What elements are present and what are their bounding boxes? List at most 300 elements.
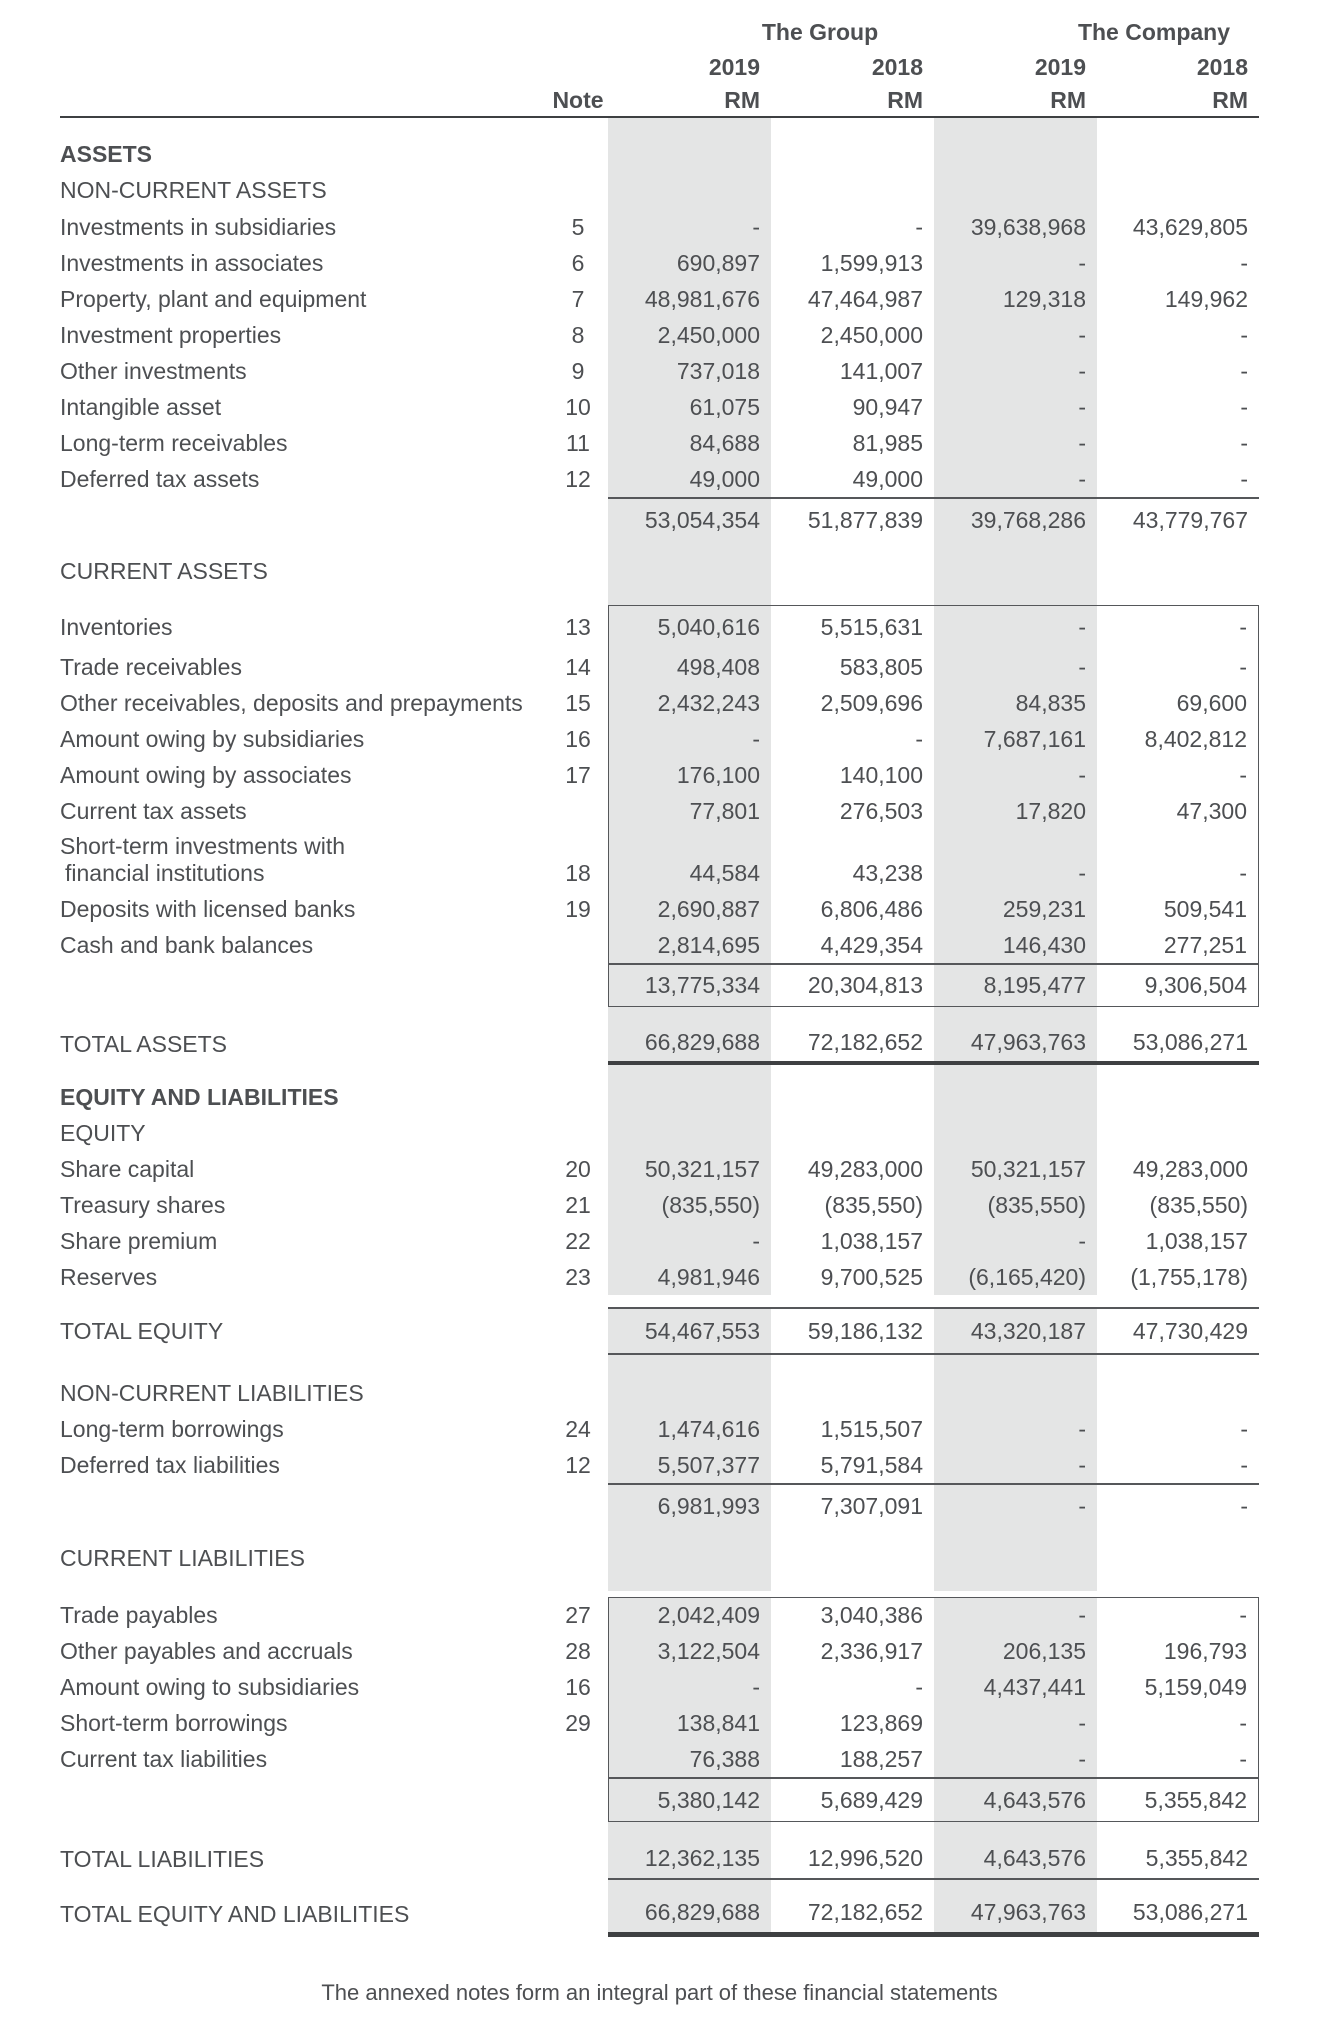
amount-group-2019: 1,474,616 [608, 1411, 771, 1447]
amount-company-2019: - [934, 461, 1097, 497]
note-value: 7 [571, 285, 585, 312]
note-value: 5 [571, 213, 585, 240]
line-item-row [60, 317, 1259, 353]
amount-group-2018: 140,100 [839, 761, 923, 788]
item-label-line: Short-term investments with [60, 833, 346, 859]
item-label: Investment properties [60, 321, 282, 348]
amount-group-2018 [771, 1115, 934, 1151]
amount-company-2018: 5,355,842 [1097, 1838, 1259, 1880]
amount-group-2018: (835,550) [824, 1191, 923, 1218]
amount-company-2018: (835,550) [1149, 1191, 1248, 1218]
footer-note: The annexed notes form an integral part of these financial statements [321, 1980, 998, 2005]
spacer-row [60, 1880, 1259, 1892]
amount-group-2018: 276,503 [839, 797, 923, 824]
note-value: 15 [565, 689, 591, 716]
section-header-row [60, 553, 1259, 589]
amount-group-2019 [608, 1007, 771, 1023]
note-value: 9 [571, 357, 585, 384]
total-label: TOTAL ASSETS [60, 1030, 228, 1057]
amount-group-2019 [608, 136, 771, 172]
note-value: 6 [571, 249, 585, 276]
amount-company-2018: - [1240, 249, 1248, 276]
amount-group-2018: 5,791,584 [820, 1451, 923, 1478]
item-label: Short-term borrowings [60, 1709, 288, 1736]
amount-group-2018: - [915, 1673, 923, 1700]
amount-group-2018: 7,307,091 [771, 1483, 934, 1527]
line-item-row [60, 425, 1259, 461]
amount-group-2019: 53,054,354 [608, 497, 771, 541]
item-label: Current tax liabilities [60, 1745, 268, 1772]
amount-company-2019 [934, 553, 1097, 589]
spacer-row [60, 1065, 1259, 1079]
amount-group-2019: 66,829,688 [608, 1023, 771, 1065]
amount-company-2019: - [934, 1741, 1097, 1777]
line-item-row [60, 721, 1259, 757]
line-item-row [60, 389, 1259, 425]
amount-company-2019: 4,643,576 [934, 1838, 1097, 1880]
amount-company-2018: - [1097, 829, 1259, 891]
amount-company-2018: - [1097, 1597, 1259, 1633]
amount-group-2018 [771, 589, 934, 605]
amount-company-2019: 259,231 [934, 891, 1097, 927]
amount-company-2019: - [934, 1447, 1097, 1483]
amount-company-2018: - [1240, 393, 1248, 420]
amount-company-2018: - [1240, 465, 1248, 492]
amount-group-2018: - [915, 725, 923, 752]
subtotal-row [60, 963, 1259, 1007]
amount-group-2018: 2,336,917 [820, 1637, 923, 1664]
line-item-row [60, 1705, 1259, 1741]
amount-group-2018: 2,509,696 [820, 689, 923, 716]
group-2018-currency-header: RM [887, 87, 923, 113]
item-label: Other payables and accruals [60, 1637, 353, 1664]
item-label: Long-term borrowings [60, 1415, 284, 1442]
amount-group-2019: (835,550) [608, 1187, 771, 1223]
amount-group-2018: 12,996,520 [771, 1838, 934, 1880]
total-label: TOTAL EQUITY AND LIABILITIES [60, 1901, 410, 1927]
amount-company-2018: 53,086,271 [1097, 1892, 1259, 1937]
amount-group-2018: 1,599,913 [820, 249, 923, 276]
line-item-row [60, 1591, 1259, 1633]
amount-company-2019: - [934, 245, 1097, 281]
amount-group-2019: 13,775,334 [608, 963, 771, 1007]
amount-company-2018 [1097, 1527, 1259, 1540]
amount-group-2019 [608, 1355, 771, 1375]
amount-company-2019 [934, 136, 1097, 172]
amount-company-2018 [1097, 1355, 1259, 1375]
amount-company-2019 [934, 118, 1097, 136]
company-column-header: The Company [1077, 18, 1231, 45]
amount-company-2018: 69,600 [1097, 685, 1259, 721]
subtotal-row [60, 497, 1259, 541]
note-value: 23 [565, 1263, 591, 1290]
amount-group-2019 [608, 1540, 771, 1576]
line-item-row [60, 829, 1259, 891]
note-value: 22 [565, 1227, 591, 1254]
amount-company-2018: - [1097, 1483, 1259, 1527]
amount-company-2019: - [934, 605, 1097, 649]
amount-company-2019 [934, 1540, 1097, 1576]
statement-of-financial-position-table [60, 14, 1259, 1937]
total-row [60, 1295, 1259, 1355]
amount-company-2019: 47,963,763 [934, 1892, 1097, 1937]
item-label: Property, plant and equipment [60, 285, 367, 312]
line-item-row [60, 891, 1259, 927]
spacer-row [60, 1576, 1259, 1591]
amount-group-2019: 2,432,243 [608, 685, 771, 721]
amount-company-2019 [934, 1065, 1097, 1079]
amount-company-2019: 4,437,441 [934, 1669, 1097, 1705]
amount-group-2019 [608, 118, 771, 136]
amount-company-2018 [1097, 1540, 1259, 1576]
amount-group-2019: 690,897 [608, 245, 771, 281]
amount-group-2019 [608, 1375, 771, 1411]
item-label [60, 833, 548, 891]
amount-group-2018 [771, 1355, 934, 1375]
amount-company-2018: 53,086,271 [1097, 1023, 1259, 1065]
amount-company-2019 [934, 1880, 1097, 1892]
amount-group-2019 [608, 1880, 771, 1892]
amount-company-2018: - [1097, 605, 1259, 649]
amount-group-2018: 90,947 [852, 393, 923, 420]
amount-group-2019: 737,018 [608, 353, 771, 389]
amount-group-2019 [608, 1527, 771, 1540]
note-value: 20 [565, 1155, 591, 1182]
item-label: Deferred tax liabilities [60, 1451, 280, 1478]
amount-group-2018 [771, 1822, 934, 1838]
amount-group-2018 [771, 118, 934, 136]
amount-group-2019: 138,841 [608, 1705, 771, 1741]
total-label: TOTAL EQUITY [60, 1317, 224, 1344]
amount-company-2018 [1097, 1007, 1259, 1023]
amount-company-2018 [1097, 136, 1259, 172]
amount-company-2019 [934, 1822, 1097, 1838]
amount-company-2019: - [934, 1223, 1097, 1259]
amount-group-2018: 123,869 [839, 1709, 923, 1736]
amount-company-2018: 47,730,429 [1097, 1307, 1259, 1355]
note-value: 28 [565, 1637, 591, 1664]
amount-company-2018 [1097, 118, 1259, 136]
amount-group-2019: 76,388 [608, 1741, 771, 1777]
amount-group-2018: 81,985 [852, 429, 923, 456]
spacer-row [60, 589, 1259, 605]
subtotal-row [60, 1483, 1259, 1527]
amount-company-2018: 9,306,504 [1097, 963, 1259, 1007]
amount-company-2018: 5,159,049 [1097, 1669, 1259, 1705]
amount-company-2019: - [934, 829, 1097, 891]
amount-group-2018 [771, 1007, 934, 1023]
amount-group-2018 [771, 1576, 934, 1591]
line-item-row [60, 1447, 1259, 1483]
note-value: 14 [565, 653, 591, 680]
amount-group-2018: 3,040,386 [771, 1597, 934, 1633]
item-label: Treasury shares [60, 1191, 226, 1218]
amount-group-2018: 5,689,429 [771, 1777, 934, 1822]
amount-group-2019: 54,467,553 [608, 1307, 771, 1355]
note-value: 12 [565, 465, 591, 492]
amount-group-2019: 66,829,688 [608, 1892, 771, 1937]
amount-company-2019: 206,135 [934, 1633, 1097, 1669]
section-header-row [60, 1375, 1259, 1411]
amount-group-2019: 50,321,157 [608, 1151, 771, 1187]
amount-company-2019 [934, 589, 1097, 605]
amount-company-2018: - [1097, 757, 1259, 793]
item-label: Other receivables, deposits and prepayments [60, 689, 523, 716]
amount-group-2018: 141,007 [839, 357, 923, 384]
amount-group-2019: 6,981,993 [608, 1483, 771, 1527]
amount-group-2018 [771, 1065, 934, 1079]
company-2019-currency-header: RM [1050, 87, 1086, 113]
amount-company-2019 [934, 1576, 1097, 1591]
amount-group-2019: - [608, 721, 771, 757]
amount-group-2019: 49,000 [608, 461, 771, 497]
amount-group-2018: 47,464,987 [807, 285, 923, 312]
section-label: CURRENT ASSETS [60, 557, 268, 584]
amount-group-2019: 5,380,142 [608, 1777, 771, 1822]
section-header-row [60, 1115, 1259, 1151]
amount-group-2019: - [608, 209, 771, 245]
amount-group-2019 [608, 1576, 771, 1591]
amount-group-2018: 188,257 [839, 1745, 923, 1772]
amount-company-2018 [1097, 589, 1259, 605]
amount-company-2019: (6,165,420) [934, 1259, 1097, 1295]
amount-company-2018 [1097, 553, 1259, 589]
amount-company-2019: 47,963,763 [934, 1023, 1097, 1065]
amount-company-2019: 50,321,157 [934, 1151, 1097, 1187]
amount-company-2018: - [1097, 1705, 1259, 1741]
note-value: 11 [566, 429, 590, 456]
line-item-row [60, 1669, 1259, 1705]
note-value: 16 [565, 1673, 591, 1700]
line-item-row [60, 1633, 1259, 1669]
amount-company-2019 [934, 1375, 1097, 1411]
amount-group-2018: 9,700,525 [820, 1263, 923, 1290]
spacer-row [60, 1527, 1259, 1540]
item-label: Investments in subsidiaries [60, 213, 337, 240]
amount-company-2019: 129,318 [934, 281, 1097, 317]
amount-company-2018 [1097, 172, 1259, 209]
amount-group-2018 [771, 1375, 934, 1411]
amount-company-2018: 149,962 [1164, 285, 1248, 312]
amount-group-2018: 6,806,486 [820, 895, 923, 922]
note-value: 18 [565, 860, 591, 886]
amount-company-2019: 43,320,187 [934, 1307, 1097, 1355]
group-2019-year-header: 2019 [708, 54, 760, 80]
line-item-row [60, 685, 1259, 721]
amount-company-2019: - [934, 757, 1097, 793]
item-label: Deferred tax assets [60, 465, 260, 492]
amount-group-2018: 2,450,000 [820, 321, 923, 348]
amount-group-2018 [771, 1540, 934, 1576]
item-label: Cash and bank balances [60, 931, 314, 958]
amount-group-2019: 2,814,695 [608, 927, 771, 963]
spacer-row [60, 118, 1259, 136]
amount-company-2019 [934, 1007, 1097, 1023]
spacer-row [60, 1355, 1259, 1375]
amount-company-2018: - [1240, 321, 1248, 348]
amount-company-2018: 509,541 [1097, 891, 1259, 927]
amount-company-2019 [934, 172, 1097, 209]
amount-group-2018 [771, 553, 934, 589]
item-label: Trade receivables [60, 653, 242, 680]
item-label: Long-term receivables [60, 429, 288, 456]
spacer-row [60, 541, 1259, 553]
amount-company-2019: - [934, 649, 1097, 685]
amount-company-2019: 8,195,477 [934, 963, 1097, 1007]
amount-company-2019: 146,430 [934, 927, 1097, 963]
amount-company-2018: - [1240, 1451, 1248, 1478]
spacer-row [60, 1822, 1259, 1838]
amount-company-2019: 7,687,161 [934, 721, 1097, 757]
note-value: 21 [565, 1191, 591, 1218]
amount-company-2019: - [934, 353, 1097, 389]
item-label: Other investments [60, 357, 247, 384]
amount-company-2018: - [1240, 357, 1248, 384]
amount-group-2019 [608, 1065, 771, 1079]
amount-company-2018: 49,283,000 [1132, 1155, 1248, 1182]
line-item-row [60, 605, 1259, 649]
amount-company-2018: - [1097, 649, 1259, 685]
amount-group-2018: 1,515,507 [820, 1415, 923, 1442]
item-label: Amount owing by subsidiaries [60, 725, 365, 752]
amount-group-2019: 12,362,135 [608, 1838, 771, 1880]
line-item-row [60, 281, 1259, 317]
item-label: Intangible asset [60, 393, 222, 420]
amount-group-2019 [608, 541, 771, 553]
amount-company-2018: 196,793 [1097, 1633, 1259, 1669]
amount-group-2019: 176,100 [608, 757, 771, 793]
amount-company-2019: (835,550) [934, 1187, 1097, 1223]
amount-group-2018: 43,238 [852, 860, 923, 886]
amount-group-2019 [608, 1079, 771, 1115]
note-value: 24 [565, 1415, 591, 1442]
group-2018-year-header: 2018 [871, 54, 923, 80]
amount-company-2018 [1097, 1375, 1259, 1411]
note-value: 10 [565, 393, 591, 420]
item-label: Current tax assets [60, 797, 247, 824]
amount-company-2018: 43,779,767 [1097, 497, 1259, 541]
table-header-entity-row [60, 14, 1259, 50]
amount-company-2019: 39,638,968 [934, 209, 1097, 245]
company-2019-year-header: 2019 [1034, 54, 1086, 80]
item-label: Investments in associates [60, 249, 324, 276]
line-item-row [60, 1151, 1259, 1187]
amount-company-2018 [1097, 541, 1259, 553]
amount-group-2018: 59,186,132 [771, 1307, 934, 1355]
line-item-row [60, 1259, 1259, 1295]
amount-company-2019 [934, 541, 1097, 553]
amount-group-2018: - [915, 213, 923, 240]
item-label: Amount owing by associates [60, 761, 352, 788]
line-item-row [60, 1741, 1259, 1777]
line-item-row [60, 461, 1259, 497]
amount-group-2019: 84,688 [608, 425, 771, 461]
section-label: ASSETS [60, 140, 153, 167]
amount-company-2019: 17,820 [934, 793, 1097, 829]
note-value: 8 [571, 321, 585, 348]
amount-group-2019 [608, 553, 771, 589]
amount-group-2018: 583,805 [839, 653, 923, 680]
item-label: Share capital [60, 1155, 195, 1182]
line-item-row [60, 245, 1259, 281]
item-label-line: financial institutions [65, 860, 265, 886]
line-item-row [60, 209, 1259, 245]
group-column-header: The Group [761, 18, 879, 45]
amount-company-2018 [1097, 1880, 1259, 1892]
amount-group-2019: 3,122,504 [608, 1633, 771, 1669]
amount-company-2019: - [934, 1411, 1097, 1447]
amount-group-2019: 77,801 [608, 793, 771, 829]
amount-company-2018 [1097, 1079, 1259, 1115]
total-row [60, 1023, 1259, 1065]
item-label: Trade payables [60, 1601, 218, 1628]
spacer-row [60, 1007, 1259, 1023]
line-item-row [60, 757, 1259, 793]
amount-group-2018: 72,182,652 [771, 1892, 934, 1937]
section-label: EQUITY AND LIABILITIES [60, 1083, 339, 1110]
section-label: EQUITY [60, 1119, 146, 1146]
amount-group-2018: 72,182,652 [771, 1023, 934, 1065]
amount-company-2019: 84,835 [934, 685, 1097, 721]
note-value: 13 [565, 613, 591, 640]
note-value: 29 [565, 1709, 591, 1736]
amount-group-2019: - [608, 1223, 771, 1259]
amount-company-2018: - [1097, 1741, 1259, 1777]
section-label: NON-CURRENT LIABILITIES [60, 1379, 364, 1406]
section-header-row [60, 1079, 1259, 1115]
amount-group-2018 [771, 1880, 934, 1892]
amount-company-2019: 39,768,286 [934, 497, 1097, 541]
section-header-row [60, 172, 1259, 209]
line-item-row [60, 793, 1259, 829]
table-header-year-row [60, 50, 1259, 85]
note-value: 19 [565, 895, 591, 922]
amount-company-2019 [934, 1355, 1097, 1375]
amount-company-2019: 4,643,576 [934, 1777, 1097, 1822]
item-label: Inventories [60, 613, 173, 640]
amount-group-2018 [771, 541, 934, 553]
amount-company-2019: - [934, 1597, 1097, 1633]
amount-company-2019: - [934, 317, 1097, 353]
amount-group-2018 [771, 136, 934, 172]
table-body [60, 118, 1259, 1937]
line-item-row [60, 649, 1259, 685]
amount-company-2018: - [1240, 429, 1248, 456]
amount-group-2019: 5,507,377 [608, 1447, 771, 1483]
section-header-row [60, 1540, 1259, 1576]
amount-company-2019 [934, 1527, 1097, 1540]
amount-company-2018: (1,755,178) [1130, 1263, 1248, 1290]
item-label: Share premium [60, 1227, 218, 1254]
amount-company-2018 [1097, 1115, 1259, 1151]
amount-group-2019: 61,075 [608, 389, 771, 425]
amount-group-2018: 51,877,839 [771, 497, 934, 541]
amount-company-2019: - [934, 389, 1097, 425]
table-header-currency-row [60, 85, 1259, 118]
amount-company-2018: 277,251 [1097, 927, 1259, 963]
section-label: CURRENT LIABILITIES [60, 1544, 305, 1571]
company-2018-currency-header: RM [1212, 87, 1248, 113]
line-item-row [60, 1411, 1259, 1447]
amount-group-2018: 49,000 [852, 465, 923, 492]
item-label: Deposits with licensed banks [60, 895, 356, 922]
amount-group-2018: 20,304,813 [771, 963, 934, 1007]
amount-group-2019 [608, 1822, 771, 1838]
line-item-row [60, 1223, 1259, 1259]
note-value: 16 [565, 725, 591, 752]
amount-group-2019: 48,981,676 [608, 281, 771, 317]
subtotal-row [60, 1777, 1259, 1822]
